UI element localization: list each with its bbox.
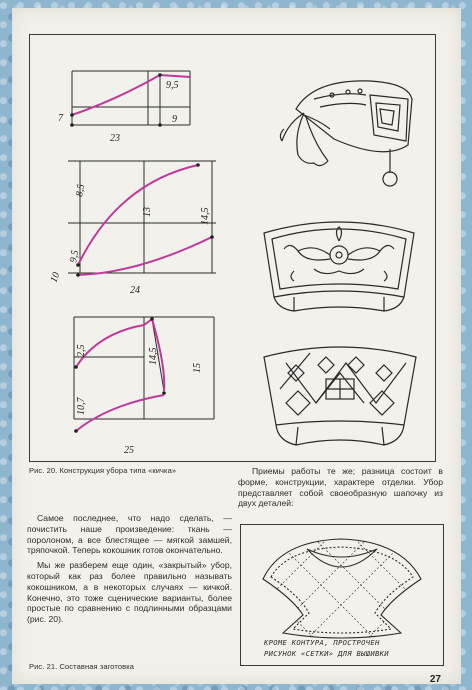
dim-label: 10 xyxy=(48,270,63,285)
dim-label: 14,5 xyxy=(200,207,211,225)
dim-label: 24 xyxy=(130,285,140,296)
dim-label: 25 xyxy=(124,445,134,456)
figure-21-note-line-2: РИСУНОК «СЕТКИ» ДЛЯ ВЫШИВКИ xyxy=(264,649,389,658)
dim-label: 14,5 xyxy=(148,347,159,365)
dim-label: 15 xyxy=(192,363,203,373)
dim-label: 9,5 xyxy=(166,80,179,91)
construction-diagram-1 xyxy=(48,63,198,155)
book-page xyxy=(12,8,461,684)
page-number: 27 xyxy=(429,674,441,685)
left-column-text xyxy=(27,513,232,629)
embroidered-floral-headdress-illustration xyxy=(254,211,424,315)
right-column-text: Приемы работы те же; разница состоит в форме, конструкции, характере отделки. Убор представляет собой своеобразную шапочку из двух деталей: xyxy=(238,466,443,509)
dim-label: 23 xyxy=(110,133,120,144)
figure-20-frame xyxy=(29,34,436,462)
construction-diagram-2 xyxy=(48,153,220,303)
figure-21-caption: Рис. 21. Составная заготовка xyxy=(29,662,135,671)
dim-label: 9 xyxy=(172,114,177,125)
geometric-embroidered-headdress-illustration xyxy=(256,333,424,453)
figure-21-note-line-1: КРОМЕ КОНТУРА, ПРОСТРОЧЕН xyxy=(264,638,380,647)
dim-label: 8,5 xyxy=(74,183,88,198)
paragraph: Мы же разберем еще один, «закрытый» убор, который как раз более правильно называть кокошником, а в некоторых случаях — кичкой. Конечно, это тоже сценические варианты, более простые по сравнению с подлинными образцами (рис. 20). xyxy=(27,560,232,625)
figure-20-caption: Рис. 20. Конструкция убора типа «кичка» xyxy=(29,466,177,475)
dim-label: 2,5 xyxy=(76,344,87,357)
dim-label: 9,5 xyxy=(68,249,82,264)
kichka-headdress-side-illustration xyxy=(274,65,424,193)
dim-label: 13 xyxy=(142,207,153,217)
dim-label: 10,7 xyxy=(76,397,87,415)
dim-label: 7 xyxy=(58,113,63,124)
paragraph: Самое последнее, что надо сделать, — почистить наше произведение: ткань — поролоном, а все блестящее — мягкой замшей, тряпочкой. Теперь кокошник готов окончательно. xyxy=(27,513,232,556)
construction-diagram-3 xyxy=(48,307,220,459)
